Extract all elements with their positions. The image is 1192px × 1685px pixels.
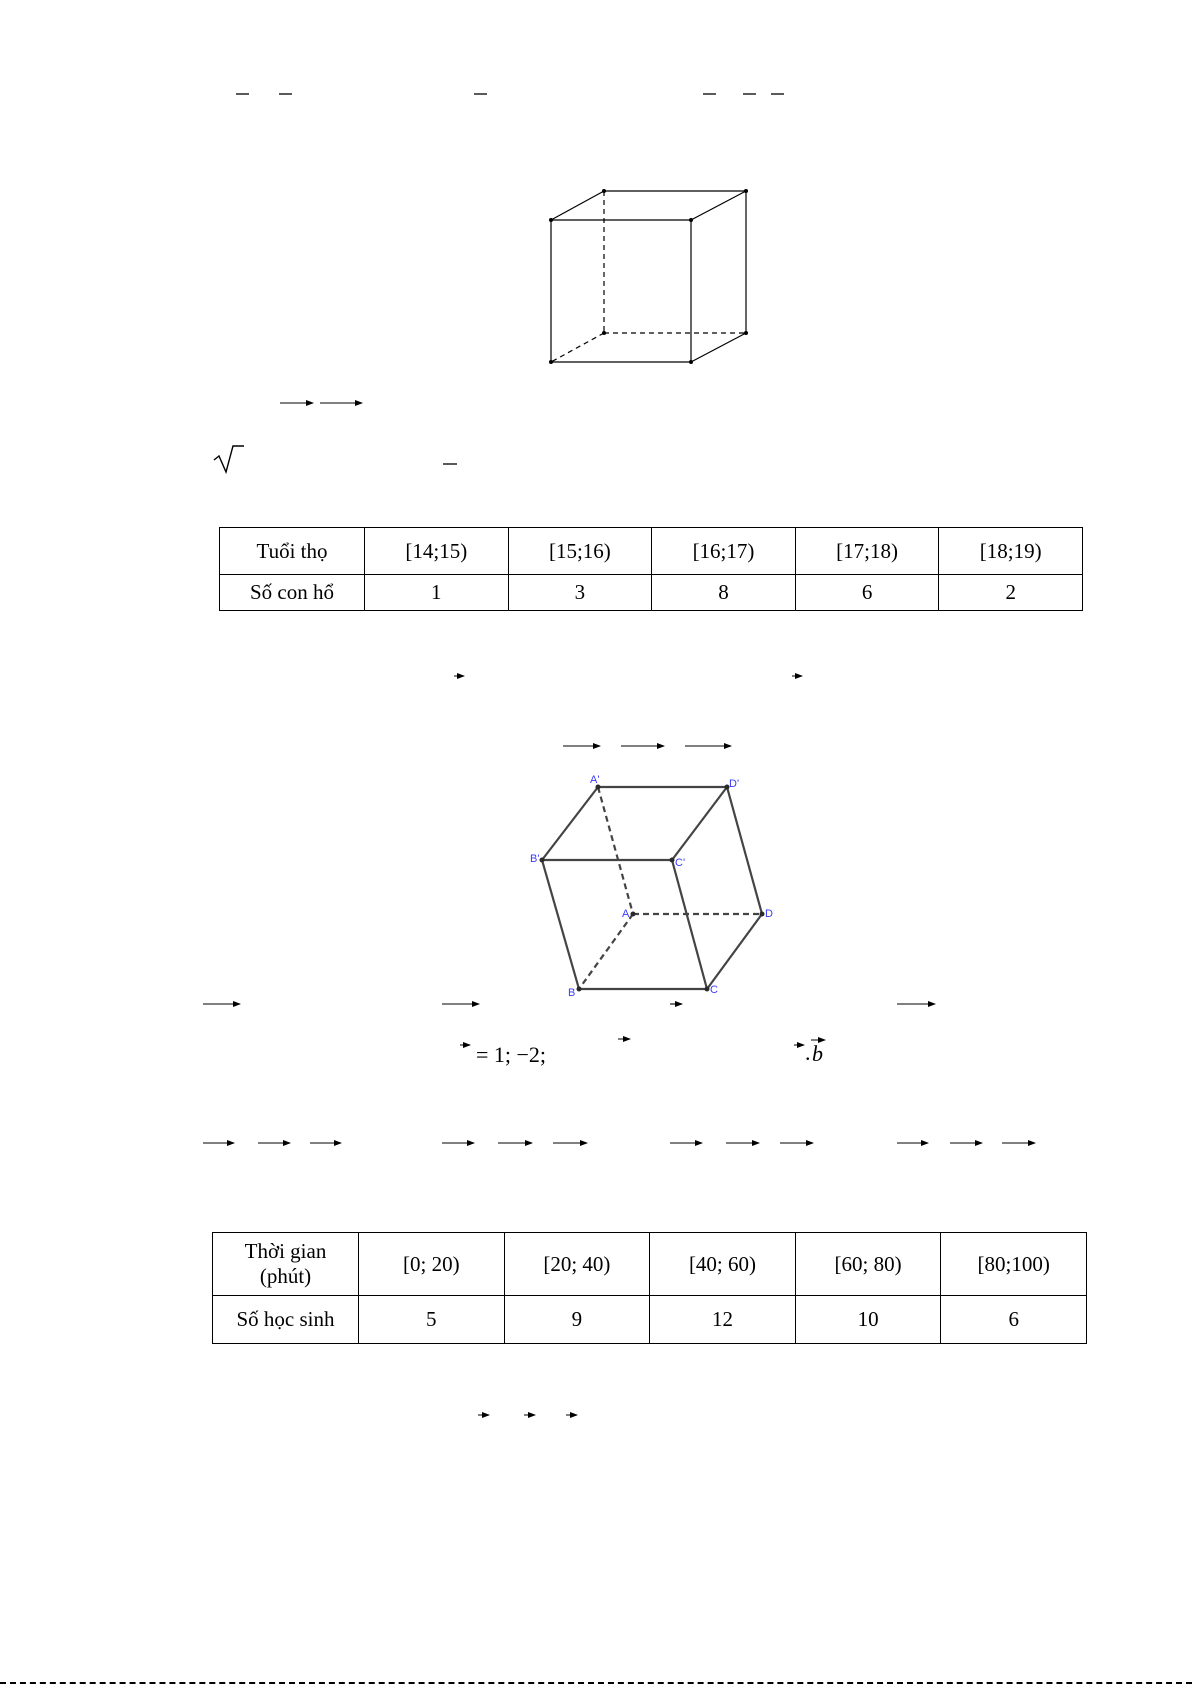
header-label-cell: Tuổi thọ bbox=[220, 528, 365, 575]
tiger-lifespan-table bbox=[219, 527, 1083, 611]
count-cell: 12 bbox=[650, 1296, 796, 1344]
table-row bbox=[213, 1296, 1087, 1344]
label-d-prime: D' bbox=[729, 778, 740, 790]
count-cell: 6 bbox=[941, 1296, 1087, 1344]
label-a-prime: A' bbox=[590, 774, 600, 786]
vector-a-equals-fragment: = 1; −2; bbox=[476, 1042, 547, 1067]
cube-figure-2-labels bbox=[530, 774, 773, 999]
interval-cell: [0; 20) bbox=[359, 1233, 505, 1296]
label-b: B bbox=[568, 987, 576, 999]
header-label-cell bbox=[213, 1233, 359, 1296]
table-row bbox=[220, 528, 1083, 575]
row-label-cell: Số con hổ bbox=[220, 575, 365, 611]
interval-cell: [20; 40) bbox=[504, 1233, 650, 1296]
count-cell: 5 bbox=[359, 1296, 505, 1344]
count-cell: 6 bbox=[795, 575, 939, 611]
row-label-cell: Số học sinh bbox=[213, 1296, 359, 1344]
count-cell: 9 bbox=[504, 1296, 650, 1344]
page-bottom-rule bbox=[0, 1682, 1192, 1684]
header-label-line-1: Thời gian bbox=[244, 1238, 327, 1263]
interval-cell: [15;16) bbox=[508, 528, 652, 575]
count-cell: 3 bbox=[508, 575, 652, 611]
cube-figure-1 bbox=[551, 191, 746, 362]
time-students-table bbox=[212, 1232, 1087, 1344]
count-cell: 1 bbox=[365, 575, 509, 611]
dot-operator: . bbox=[805, 1040, 811, 1065]
label-c: C bbox=[710, 984, 718, 996]
cube-figure-2 bbox=[542, 787, 762, 989]
vector-b-letter bbox=[812, 1043, 823, 1065]
interval-cell: [40; 60) bbox=[650, 1233, 796, 1296]
count-cell: 8 bbox=[652, 575, 796, 611]
interval-cell: [80;100) bbox=[941, 1233, 1087, 1296]
label-b-prime: B' bbox=[530, 853, 540, 865]
interval-cell: [60; 80) bbox=[795, 1233, 941, 1296]
cube-figure-1-vertices bbox=[549, 189, 748, 364]
header-label-line-2: (phút) bbox=[259, 1264, 312, 1288]
label-a: A bbox=[622, 908, 630, 920]
label-d: D bbox=[765, 908, 773, 920]
label-c-prime: C' bbox=[675, 857, 686, 869]
vector-b-italic: b bbox=[812, 1041, 823, 1066]
count-cell: 10 bbox=[795, 1296, 941, 1344]
cube-figure-2-vertices bbox=[540, 785, 765, 992]
sqrt-sign bbox=[214, 446, 244, 472]
interval-cell: [14;15) bbox=[365, 528, 509, 575]
interval-cell: [17;18) bbox=[795, 528, 939, 575]
count-cell: 2 bbox=[939, 575, 1083, 611]
interval-cell: [18;19) bbox=[939, 528, 1083, 575]
table-row bbox=[213, 1233, 1087, 1296]
table-row bbox=[220, 575, 1083, 611]
interval-cell: [16;17) bbox=[652, 528, 796, 575]
